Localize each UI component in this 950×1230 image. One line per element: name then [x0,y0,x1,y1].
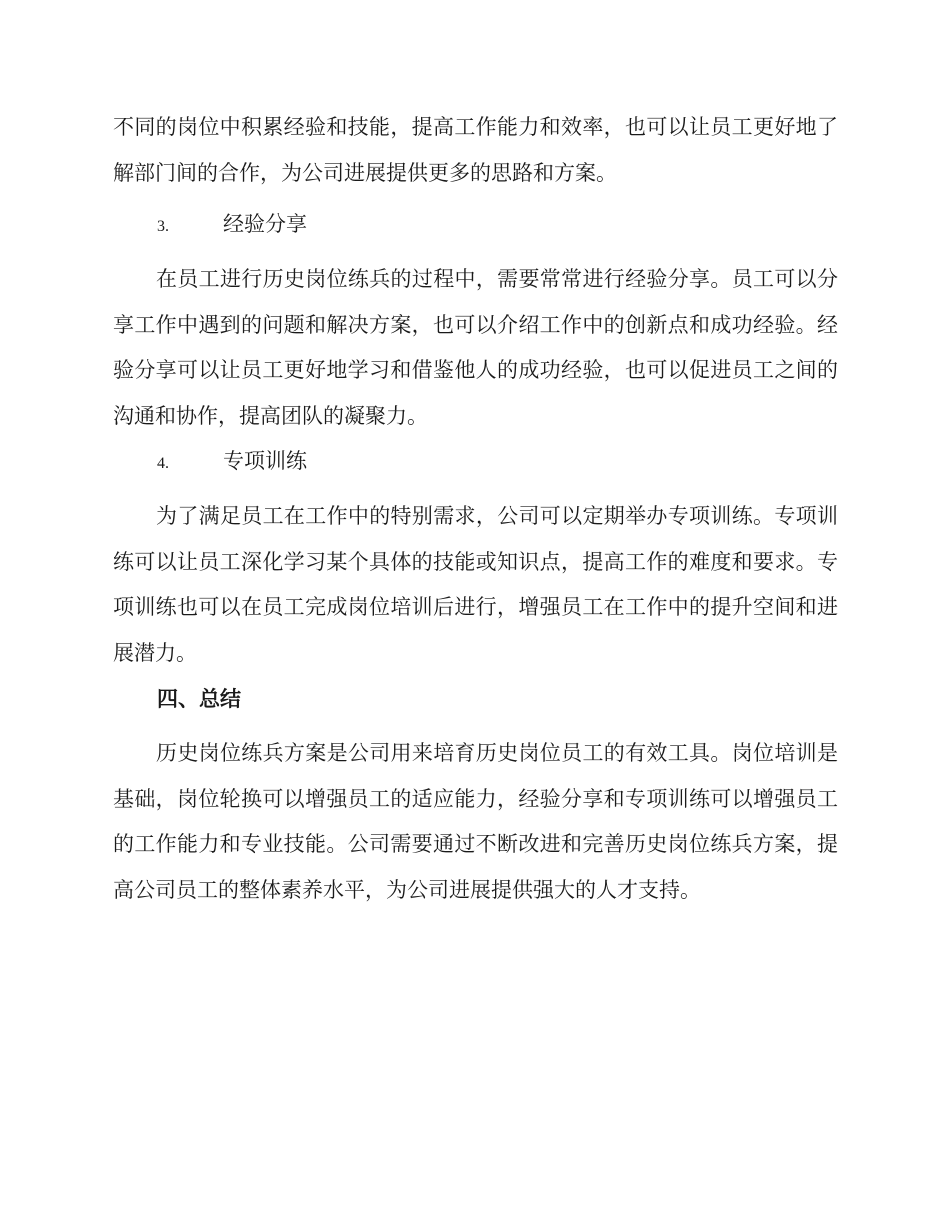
paragraph-special-training: 为了满足员工在工作中的特别需求，公司可以定期举办专项训练。专项训练可以让员工深化学习某个具体的技能或知识点，提高工作的难度和要求。专项训练也可以在员工完成岗位培训后进行，增强员工在工作中的提升空间和进展潜力。 [113,504,838,665]
paragraph-summary: 历史岗位练兵方案是公司用来培育历史岗位员工的有效工具。岗位培训是基础，岗位轮换可以增强员工的适应能力，经验分享和专项训练可以增强员工的工作能力和专业技能。公司需要通过不断改进和完善历史岗位练兵方案，提高公司员工的整体素养水平，为公司进展提供强大的人才支持。 [113,741,838,902]
list-title-4: 专项训练 [223,449,307,473]
list-item-3 [157,209,307,242]
list-title-3: 经验分享 [223,212,307,236]
list-number-4: 4. [157,455,169,472]
list-item-4 [157,446,307,479]
paragraph-experience-sharing: 在员工进行历史岗位练兵的过程中，需要常常进行经验分享。员工可以分享工作中遇到的问题和解决方案，也可以介绍工作中的创新点和成功经验。经验分享可以让员工更好地学习和借鉴他人的成功经验，也可以促进员工之间的沟通和协作，提高团队的凝聚力。 [113,267,838,428]
list-number-3: 3. [157,218,169,235]
paragraph-continuation: 不同的岗位中积累经验和技能，提高工作能力和效率，也可以让员工更好地了解部门间的合作，为公司进展提供更多的思路和方案。 [113,115,838,185]
section-heading-summary: 四、总结 [157,687,241,711]
